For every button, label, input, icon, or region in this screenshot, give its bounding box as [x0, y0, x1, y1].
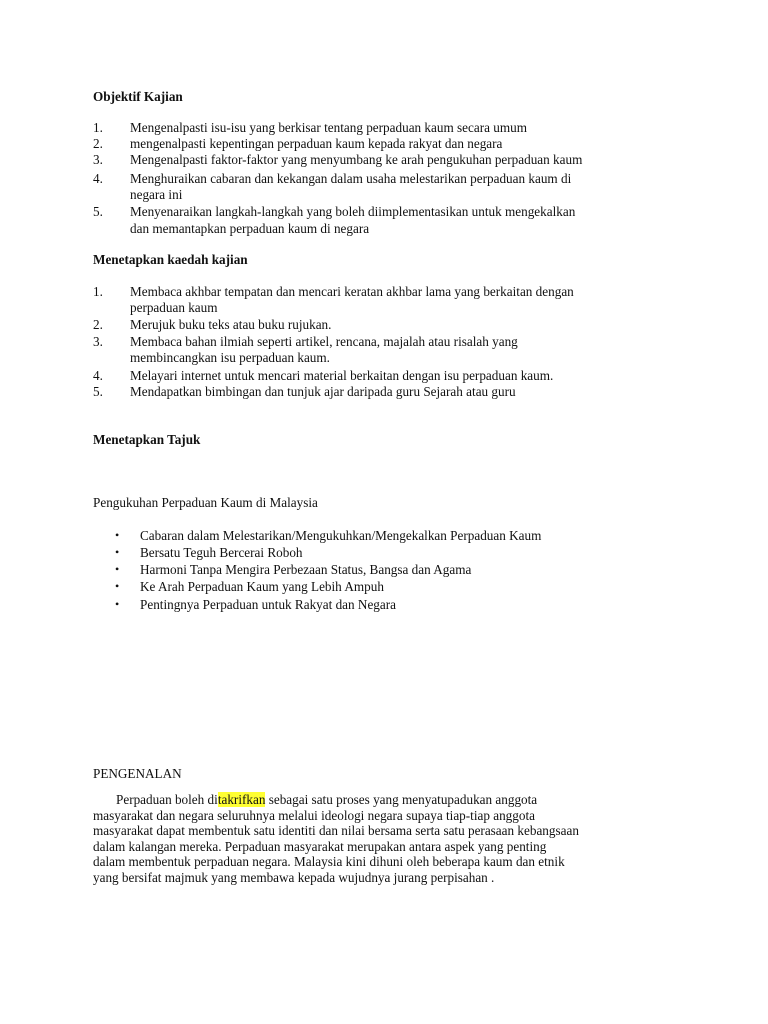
kaedah-item-text: Membaca bahan ilmiah seperti artikel, rencana, majalah atau risalah yang: [130, 334, 518, 349]
pengenalan-line: dalam membentuk perpaduan negara. Malaysia kini dihuni oleh beberapa kaum dan etnik: [93, 854, 565, 869]
kaedah-item-text-cont: membincangkan isu perpaduan kaum.: [130, 350, 330, 365]
kaedah-item-1: [93, 284, 713, 316]
heading-objektif-kajian: Objektif Kajian: [93, 89, 183, 104]
heading-pengenalan: PENGENALAN: [93, 766, 182, 781]
objektif-item-5: [93, 204, 713, 236]
tajuk-bullet-text: Ke Arah Perpaduan Kaum yang Lebih Ampuh: [140, 579, 384, 594]
kaedah-item-number: 5.: [93, 384, 103, 399]
objektif-item-number: 5.: [93, 204, 103, 219]
heading-menetapkan-tajuk: Menetapkan Tajuk: [93, 432, 201, 447]
objektif-item-4: [93, 171, 713, 203]
objektif-item-3: [93, 152, 713, 168]
objektif-item-number: 1.: [93, 120, 103, 135]
kaedah-item-number: 3.: [93, 334, 103, 349]
kaedah-item-text: Melayari internet untuk mencari material berkaitan dengan isu perpaduan kaum.: [130, 368, 554, 383]
pengenalan-paragraph: [93, 792, 693, 885]
highlighted-word: takrifkan: [217, 792, 266, 807]
kaedah-item-3: [93, 334, 713, 366]
bullet-icon: •: [115, 579, 120, 593]
tajuk-bullet-text: Harmoni Tanpa Mengira Perbezaan Status, Bangsa dan Agama: [140, 562, 472, 577]
tajuk-bullet-text: Bersatu Teguh Bercerai Roboh: [140, 545, 303, 560]
pengenalan-text: Perpaduan boleh di: [116, 792, 218, 807]
heading-kaedah-kajian: Menetapkan kaedah kajian: [93, 252, 248, 267]
kaedah-item-number: 2.: [93, 317, 103, 332]
pengenalan-line: masyarakat dan negara seluruhnya melalui ideologi negara supaya tiap-tiap anggota: [93, 807, 535, 823]
objektif-item-number: 3.: [93, 152, 103, 167]
objektif-item-number: 2.: [93, 136, 103, 151]
bullet-icon: •: [115, 562, 120, 576]
bullet-icon: •: [115, 597, 120, 611]
pengenalan-line: yang bersifat majmuk yang membawa kepada wujudnya jurang perpisahan .: [93, 869, 495, 885]
objektif-item-text: mengenalpasti kepentingan perpaduan kaum kepada rakyat dan negara: [130, 136, 503, 151]
kaedah-item-number: 1.: [93, 284, 103, 299]
objektif-item-text: Mengenalpasti faktor-faktor yang menyumbang ke arah pengukuhan perpaduan kaum: [130, 152, 583, 167]
pengenalan-first-line: [93, 792, 693, 808]
kaedah-item-text: Mendapatkan bimbingan dan tunjuk ajar daripada guru Sejarah atau guru: [130, 384, 516, 399]
bullet-icon: •: [115, 545, 120, 559]
tajuk-title: Pengukuhan Perpaduan Kaum di Malaysia: [93, 495, 318, 510]
objektif-item-text: Menyenaraikan langkah-langkah yang boleh diimplementasikan untuk mengekalkan: [130, 204, 576, 219]
kaedah-item-4: [93, 368, 713, 384]
bullet-icon: •: [115, 528, 120, 542]
objektif-item-number: 4.: [93, 171, 103, 186]
kaedah-item-text-cont: perpaduan kaum: [130, 300, 218, 315]
tajuk-bullet-text: Pentingnya Perpaduan untuk Rakyat dan Negara: [140, 597, 396, 612]
objektif-item-2: [93, 136, 713, 152]
pengenalan-text: sebagai satu proses yang menyatupadukan anggota: [265, 792, 538, 807]
objektif-item-text: Menghuraikan cabaran dan kekangan dalam usaha melestarikan perpaduan kaum di: [130, 171, 572, 186]
pengenalan-line: masyarakat dapat membentuk satu identiti dan nilai bersama serta satu perasaan kebangsaan: [93, 823, 579, 838]
objektif-item-text-cont: dan memantapkan perpaduan kaum di negara: [130, 221, 370, 236]
kaedah-item-text: Membaca akhbar tempatan dan mencari keratan akhbar lama yang berkaitan dengan: [130, 284, 574, 299]
kaedah-item-5: [93, 384, 713, 400]
objektif-item-text: Mengenalpasti isu-isu yang berkisar tentang perpaduan kaum secara umum: [130, 120, 527, 135]
kaedah-item-text: Merujuk buku teks atau buku rujukan.: [130, 317, 332, 332]
objektif-item-1: [93, 120, 713, 136]
tajuk-bullet-text: Cabaran dalam Melestarikan/Mengukuhkan/Mengekalkan Perpaduan Kaum: [140, 528, 542, 543]
pengenalan-line: dalam kalangan mereka. Perpaduan masyarakat merupakan antara aspek yang penting: [93, 838, 547, 854]
kaedah-item-number: 4.: [93, 368, 103, 383]
kaedah-item-2: [93, 317, 713, 333]
objektif-item-text-cont: negara ini: [130, 187, 183, 202]
